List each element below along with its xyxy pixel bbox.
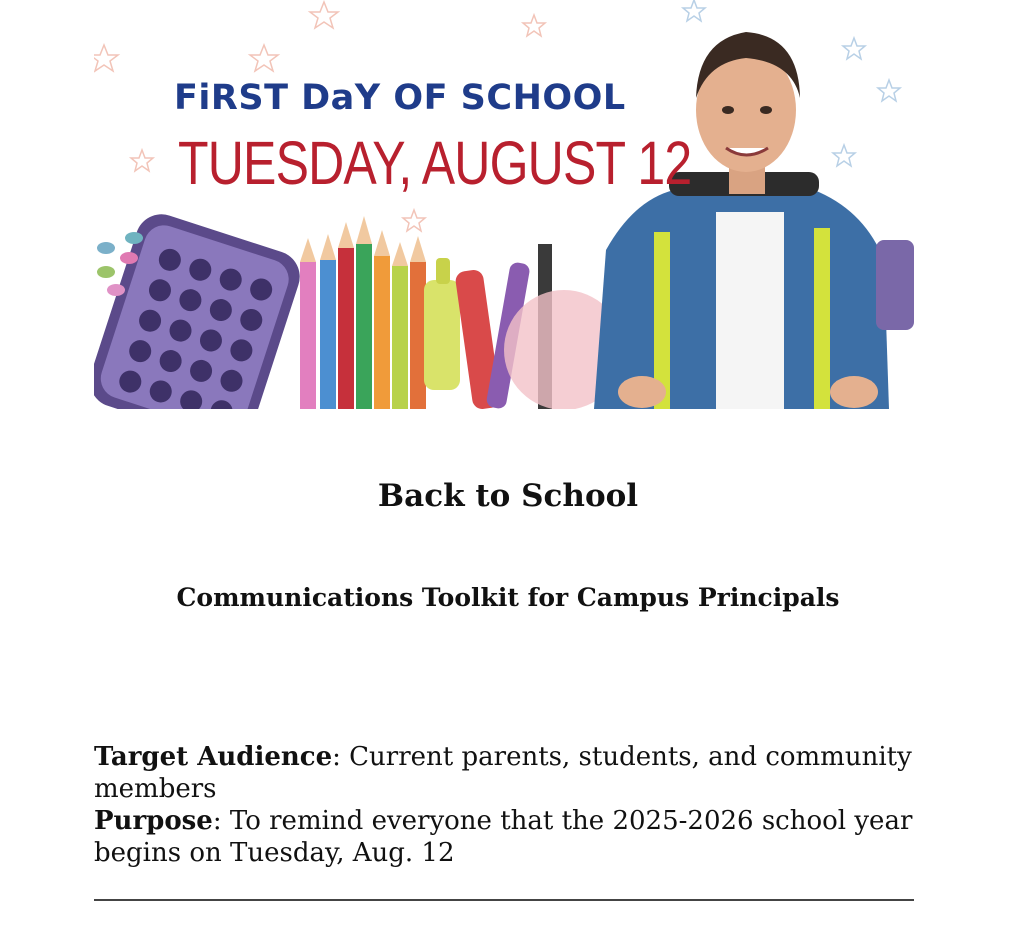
banner-date: TUESDAY, AUGUST 12 [178,129,692,197]
target-audience-label: Target Audience [94,742,333,772]
purpose-label: Purpose [94,806,213,836]
toolkit-info [94,741,914,869]
page-subtitle: Communications Toolkit for Campus Principals [176,583,840,612]
target-audience-line [94,741,914,805]
page-title: Back to School [377,478,639,514]
student-photo [594,32,889,409]
stapler [876,240,914,330]
section-divider [94,899,914,901]
purpose-text: : To remind everyone that the 2025-2026 school year begins on Tuesday, Aug. 12 [94,806,913,868]
purpose-line [94,805,914,869]
pencils [300,216,624,409]
first-day-banner [94,0,914,409]
banner-heading: FiRST DaY OF SCHOOL [174,78,626,118]
banner-illustration [94,0,914,409]
target-audience-text: : Current parents, students, and community members [94,742,912,804]
